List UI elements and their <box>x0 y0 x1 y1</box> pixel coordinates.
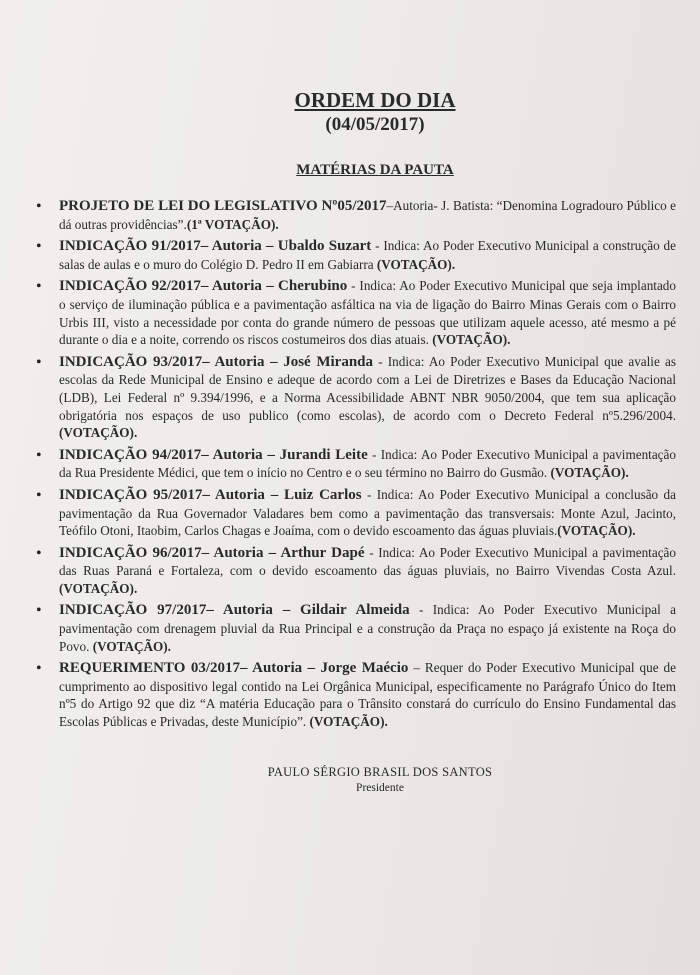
list-item <box>44 659 676 730</box>
signature-block <box>44 765 676 794</box>
item-heading: INDICAÇÃO 93/2017– Autoria – José Miranda <box>59 353 374 370</box>
list-item <box>44 446 676 482</box>
item-heading: INDICAÇÃO 92/2017– Autoria – Cherubino <box>59 278 348 295</box>
item-vote: (VOTAÇÃO). <box>59 580 138 596</box>
item-heading: PROJETO DE LEI DO LEGISLATIVO Nº05/2017 <box>59 198 387 214</box>
item-vote: (VOTAÇÃO). <box>59 425 138 441</box>
agenda-list <box>44 197 676 731</box>
list-item <box>44 277 676 348</box>
section-heading: MATÉRIAS DA PAUTA <box>296 162 454 178</box>
item-heading: INDICAÇÃO 95/2017– Autoria – Luiz Carlos <box>59 486 362 503</box>
item-heading: INDICAÇÃO 97/2017– Autoria – Gildair Almeida <box>59 602 410 619</box>
item-text: –Autoria- J. Batista: “Denomina Logradouro Público e dá outras providências”. <box>59 198 676 232</box>
item-heading: INDICAÇÃO 94/2017– Autoria – Jurandi Leite <box>59 446 368 463</box>
item-text: - Indica: Ao Poder Executivo Municipal a conclusão da pavimentação da Rua Governador Valadares bem como a pavimentação das transversais: Monte Azul, Jacinto, Teófilo Otoni, Itaobim, Carlos Chagas e Joaíma, com o devido escoamento das águas pluviais. <box>59 486 676 539</box>
signatory-name: PAULO SÉRGIO BRASIL DOS SANTOS <box>267 764 493 779</box>
item-heading: INDICAÇÃO 91/2017– Autoria – Ubaldo Suzart <box>59 238 372 255</box>
list-item <box>44 353 676 442</box>
item-vote: (VOTAÇÃO). <box>432 332 511 348</box>
item-vote: (VOTAÇÃO). <box>550 465 629 481</box>
item-heading: REQUERIMENTO 03/2017– Autoria – Jorge Maécio <box>59 660 409 677</box>
signatory-role: Presidente <box>356 781 404 794</box>
item-vote: (VOTAÇÃO). <box>309 714 388 730</box>
item-text: - Indica: Ao Poder Executivo Municipal a construção de salas de aulas e o muro do Colégio D. Pedro II em Gabiarra <box>59 238 676 272</box>
item-text: - Indica: Ao Poder Executivo Municipal a pavimentação com drenagem pluvial da Rua Principal e a construção da Praça no espaço já existente na Roça do Povo. <box>59 602 677 654</box>
item-vote: (VOTAÇÃO). <box>557 523 636 539</box>
item-heading: INDICAÇÃO 96/2017– Autoria – Arthur Dapé <box>59 544 365 561</box>
item-vote: (VOTAÇÃO). <box>376 256 456 272</box>
list-item <box>44 486 676 540</box>
item-text: - Indica: Ao Poder Executivo Municipal que avalie as escolas da Rede Municipal de Ensino e adeque de acordo com a Lei de Diretrizes e Bases da Educação Nacional (LDB), Lei Federal nº 9.394/1996, e a Norma Acessibilidade ABNT NBR 9050/2004, que tem sua aplicação obrigatória nos espaços de uso publico (como escolas), de acordo com o Decreto Federal nº5.296/2004. <box>59 353 676 423</box>
item-text: - Indica: Ao Poder Executivo Municipal a pavimentação da Rua Presidente Médici, que tem o início no Centro e o seu término no Bairro do Gusmão. <box>59 446 676 481</box>
item-text: – Requer do Poder Executivo Municipal que de cumprimento ao dispositivo legal contido na Lei Orgânica Municipal, especificamente no Parágrafo Único do Item nº5 do Artigo 92 que diz “A matéria Educação para o Trânsito constará do currículo do Ensino Fundamental das Escolas Públicas e Privadas, deste Município”. <box>59 660 676 730</box>
item-vote: (1ª VOTAÇÃO). <box>186 216 279 232</box>
session-date: (04/05/2017) <box>325 114 425 135</box>
item-vote: (VOTAÇÃO). <box>92 638 171 654</box>
list-item <box>44 544 676 598</box>
list-item <box>44 601 676 655</box>
page-title: ORDEM DO DIA <box>294 88 456 112</box>
list-item <box>44 237 676 273</box>
item-text: - Indica: Ao Poder Executivo Municipal a pavimentação das Ruas Paraná e Fortaleza, com o devido escoamento das águas pluviais, no Bairro Vivendas Costa Azul. <box>59 544 676 579</box>
item-text: - Indica: Ao Poder Executivo Municipal que seja implantado o serviço de iluminação pública e a pavimentação asfáltica na via de ligação do Bairro Minas Gerais com o Bairro Urbis III, visto a necessidade por conta do grande número de pessoas que utilizam aquele acesso, até mesmo a pé durante o dia e a noite, correndo os riscos costumeiros dos dias atuais. <box>59 278 676 348</box>
list-item <box>44 197 676 233</box>
